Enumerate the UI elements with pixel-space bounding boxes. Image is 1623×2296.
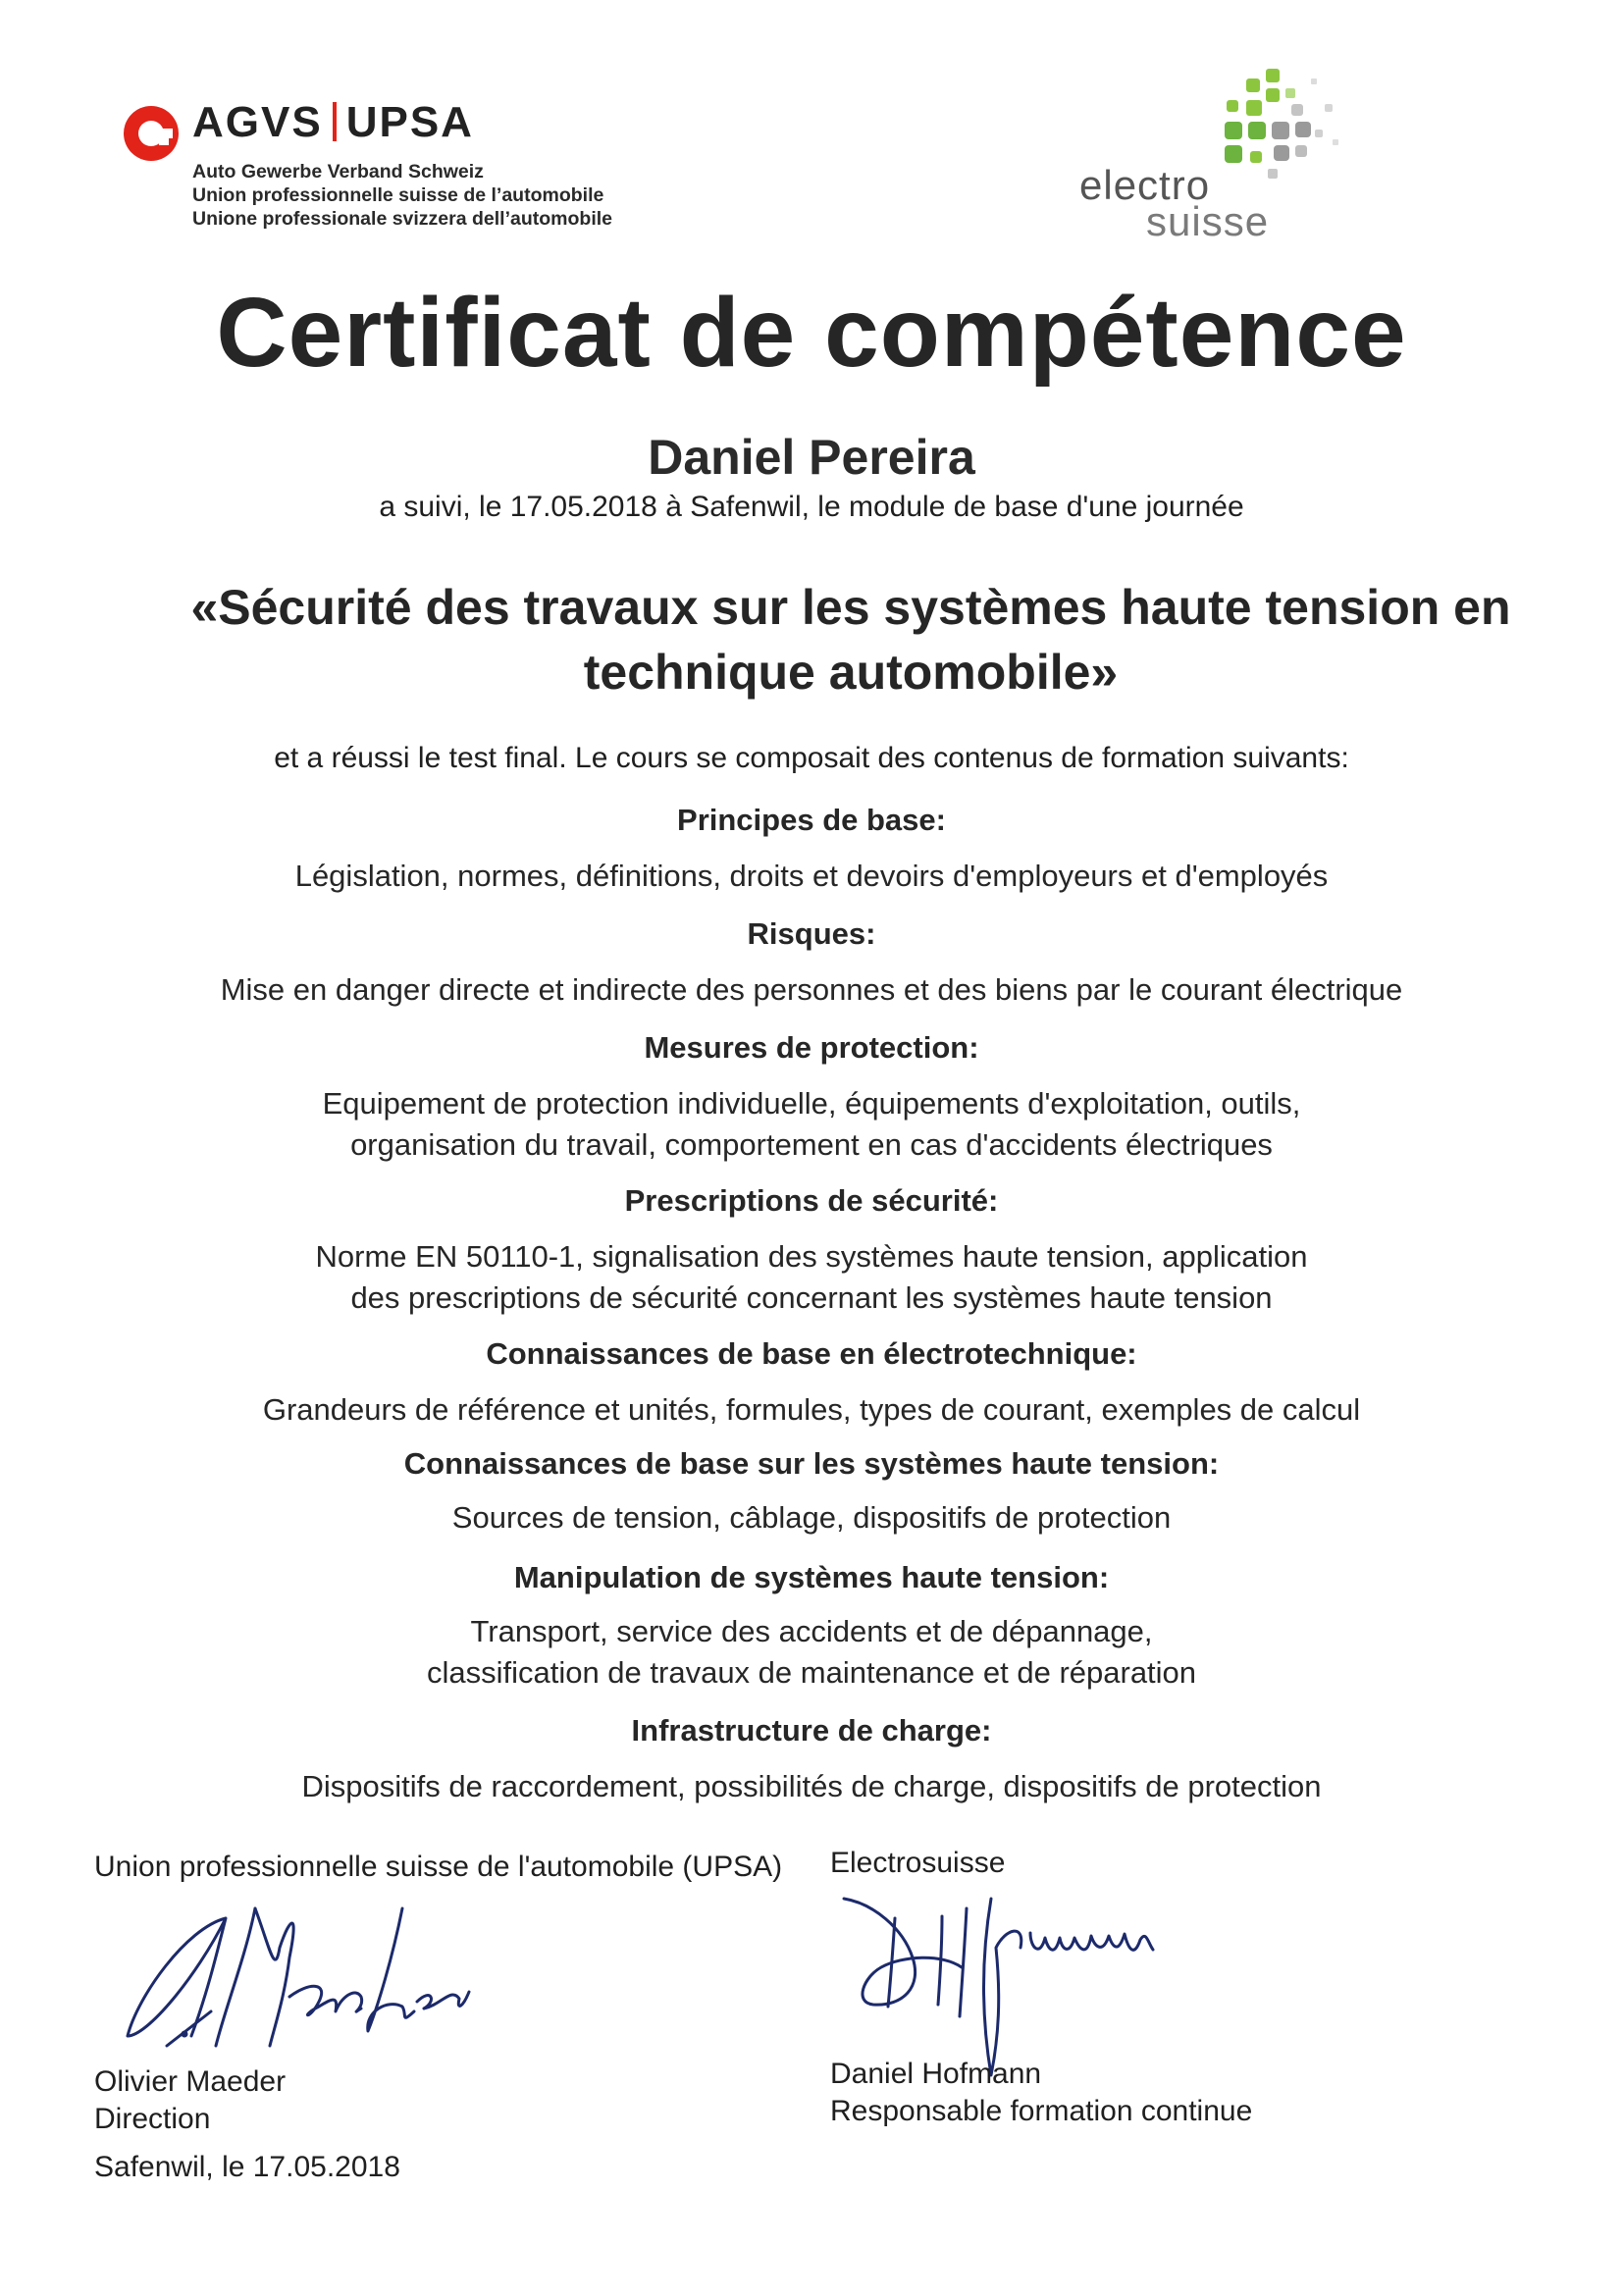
course-title-line: technique automobile» (583, 645, 1119, 700)
recipient-name: Daniel Pereira (648, 430, 975, 485)
place-and-date: Safenwil, le 17.05.2018 (94, 2151, 400, 2183)
agvs-name-right: UPSA (345, 98, 474, 146)
section-heading: Risques: (747, 916, 876, 951)
agvs-name-left: AGVS (192, 98, 323, 146)
section-line: classification de travaux de maintenance et de réparation (426, 1655, 1197, 1690)
agvs-line-de: Auto Gewerbe Verband Schweiz (192, 161, 484, 183)
agvs-line-it: Unione professionale svizzera dell’automobile (192, 208, 613, 230)
section-body (0, 1497, 1623, 1539)
section-line: Sources de tension, câblage, dispositifs de protection (451, 1500, 1172, 1535)
section-line: Equipement de protection individuelle, équipements d'exploitation, outils, (322, 1086, 1301, 1121)
section-heading: Principes de base: (677, 803, 946, 837)
section-body (0, 1611, 1623, 1694)
agvs-wordmark (192, 98, 474, 147)
section-line: Mise en danger directe et indirecte des personnes et des biens par le courant électrique (220, 972, 1403, 1007)
section-line: Législation, normes, définitions, droits et devoirs d'employeurs et d'employés (294, 859, 1329, 893)
signatory-right (830, 2056, 1252, 2130)
certificate-title: Certificat de compétence (216, 278, 1407, 388)
section-heading: Connaissances de base en électrotechnique: (486, 1336, 1137, 1371)
section-heading: Mesures de protection: (644, 1030, 979, 1065)
section-body (0, 1389, 1623, 1431)
signatory-organization-left: Union professionnelle suisse de l'automobile (UPSA) (94, 1851, 783, 1883)
electrosuisse-word-electro: electro (1079, 162, 1211, 208)
intro-text: a suivi, le 17.05.2018 à Safenwil, le module de base d'une journée (379, 491, 1244, 523)
course-title-line: «Sécurité des travaux sur les systèmes haute tension en (190, 580, 1511, 635)
section-line: Dispositifs de raccordement, possibilités de charge, dispositifs de protection (301, 1769, 1322, 1803)
signature-maeder (108, 1889, 520, 2065)
course-title (39, 575, 1623, 704)
section-body (0, 856, 1623, 897)
section-heading: Prescriptions de sécurité: (624, 1183, 999, 1218)
section-heading: Connaissances de base sur les systèmes haute tension: (403, 1446, 1220, 1481)
signatory-role: Responsable formation continue (830, 2095, 1253, 2127)
signatory-name: Daniel Hofmann (830, 2058, 1042, 2090)
signatory-left (94, 2063, 286, 2138)
section-heading: Manipulation de systèmes haute tension: (513, 1560, 1110, 1594)
section-body (0, 1766, 1623, 1807)
section-line: des prescriptions de sécurité concernant les systèmes haute tension (350, 1280, 1273, 1315)
section-heading: Infrastructure de charge: (631, 1713, 992, 1748)
agvs-logo-icon (116, 98, 204, 186)
signatory-role: Direction (94, 2103, 211, 2135)
outro-text: et a réussi le test final. Le cours se composait des contenus de formation suivants: (274, 742, 1349, 774)
electrosuisse-word-suisse: suisse (1146, 198, 1270, 244)
section-line: organisation du travail, comportement en cas d'accidents électriques (350, 1127, 1273, 1162)
agvs-tagline (192, 160, 612, 231)
section-body (0, 969, 1623, 1011)
section-body (0, 1083, 1623, 1166)
agvs-divider (333, 102, 337, 141)
agvs-line-fr: Union professionnelle suisse de l’automobile (192, 184, 604, 206)
signatory-name: Olivier Maeder (94, 2065, 287, 2098)
section-line: Norme EN 50110-1, signalisation des systèmes haute tension, application (315, 1239, 1308, 1274)
electrosuisse-dot-logo-icon (1217, 61, 1393, 208)
signatory-organization-right: Electrosuisse (830, 1847, 1006, 1879)
section-line: Transport, service des accidents et de dépannage, (470, 1614, 1153, 1648)
section-line: Grandeurs de référence et unités, formules, types de courant, exemples de calcul (262, 1392, 1361, 1427)
section-body (0, 1236, 1623, 1319)
